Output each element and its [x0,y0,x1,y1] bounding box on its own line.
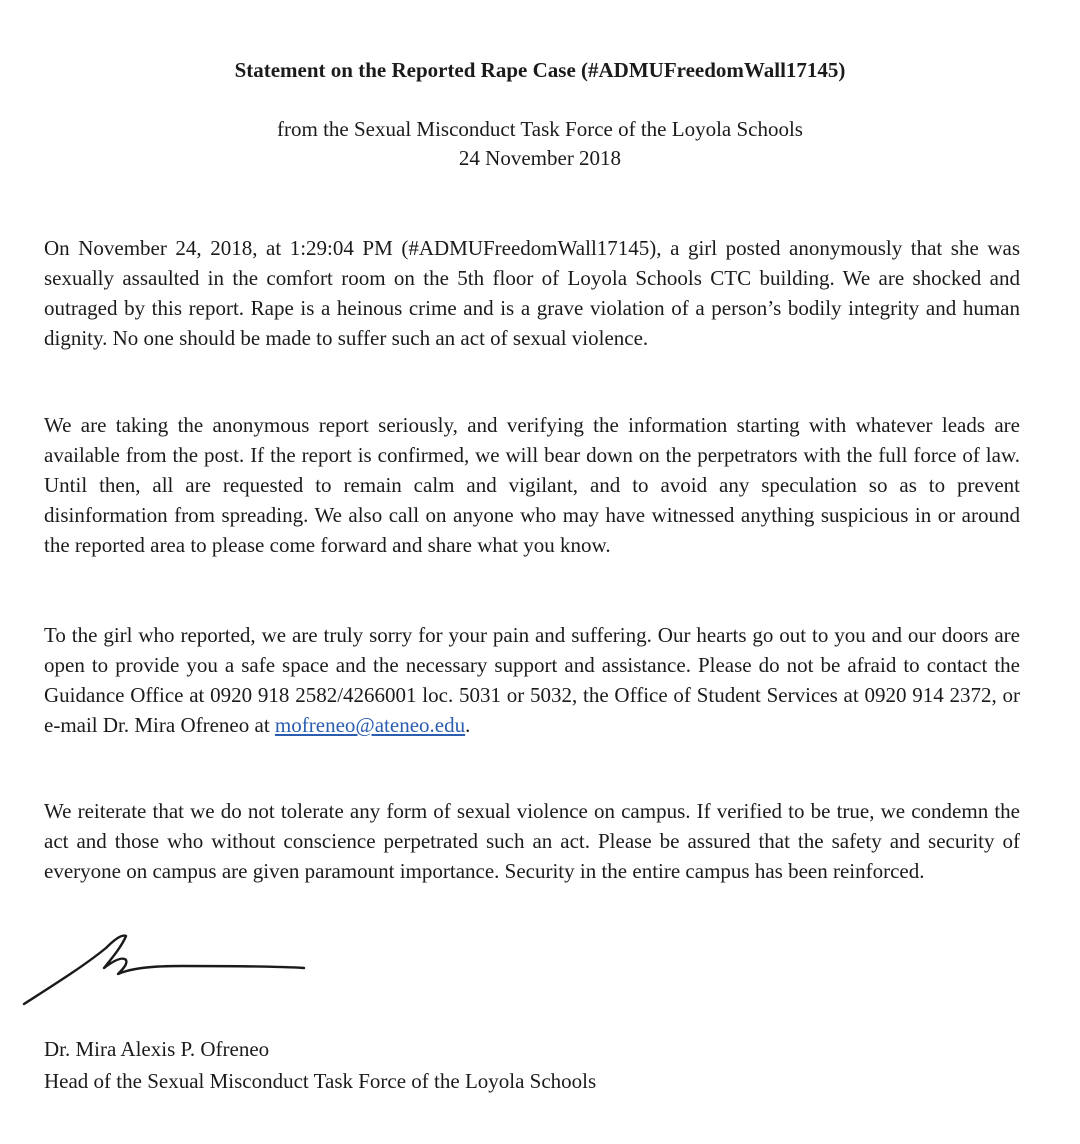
signer-name: Dr. Mira Alexis P. Ofreneo [44,1037,270,1061]
signer-title: Head of the Sexual Misconduct Task Force of the Loyola Schools [44,1069,597,1093]
signature-stroke [24,936,304,1004]
paragraph-investigation: We are taking the anonymous report seriously, and verifying the information starting with whatever leads are available from the post. If the report is confirmed, we will bear down on the perpetrators with the full force of law. Until then, all are requested to remain calm and vigilant, and to avoid any speculation so as to prevent disinformation from spreading. We also call on anyone who may have witnessed anything suspicious in or around the reported area to please come forward and share what you know. [44,413,1020,557]
paragraph-incident: On November 24, 2018, at 1:29:04 PM (#ADMUFreedomWall17145), a girl posted anonymously that she was sexually assaulted in the comfort room on the 5th floor of Loyola Schools CTC building. We are shocked and outraged by this report. Rape is a heinous crime and is a grave violation of a person’s bodily integrity and human dignity. No one should be made to suffer such an act of sexual violence. [44,236,1020,350]
paragraph-support-end: . [465,713,471,737]
paragraph-support-text: To the girl who reported, we are truly sorry for your pain and suffering. Our hearts go out to you and our doors are open to provide you a safe space and the necessary support and assistance. Please do not be afraid to contact the Guidance Office at 0920 918 2582/4266001 loc. 5031 or 5032, the Office of Student Services at 0920 914 2372, or e-mail Dr. Mira Ofreneo at [44,623,1020,737]
statement-date: 24 November 2018 [458,146,622,170]
statement-issuer: from the Sexual Misconduct Task Force of the Loyola Schools [277,117,803,141]
paragraph-reiteration: We reiterate that we do not tolerate any form of sexual violence on campus. If verified to be true, we condemn the act and those who without conscience perpetrated such an act. Please be assured that the safety and security of everyone on campus are given paramount importance. Security in the entire campus has been reinforced. [44,799,1020,883]
paragraph-support [44,620,1020,740]
email-link[interactable]: mofreneo@ateneo.edu [274,713,466,737]
statement-title: Statement on the Reported Rape Case (#ADMUFreedomWall17145) [234,58,846,82]
signature-image [22,928,322,1008]
